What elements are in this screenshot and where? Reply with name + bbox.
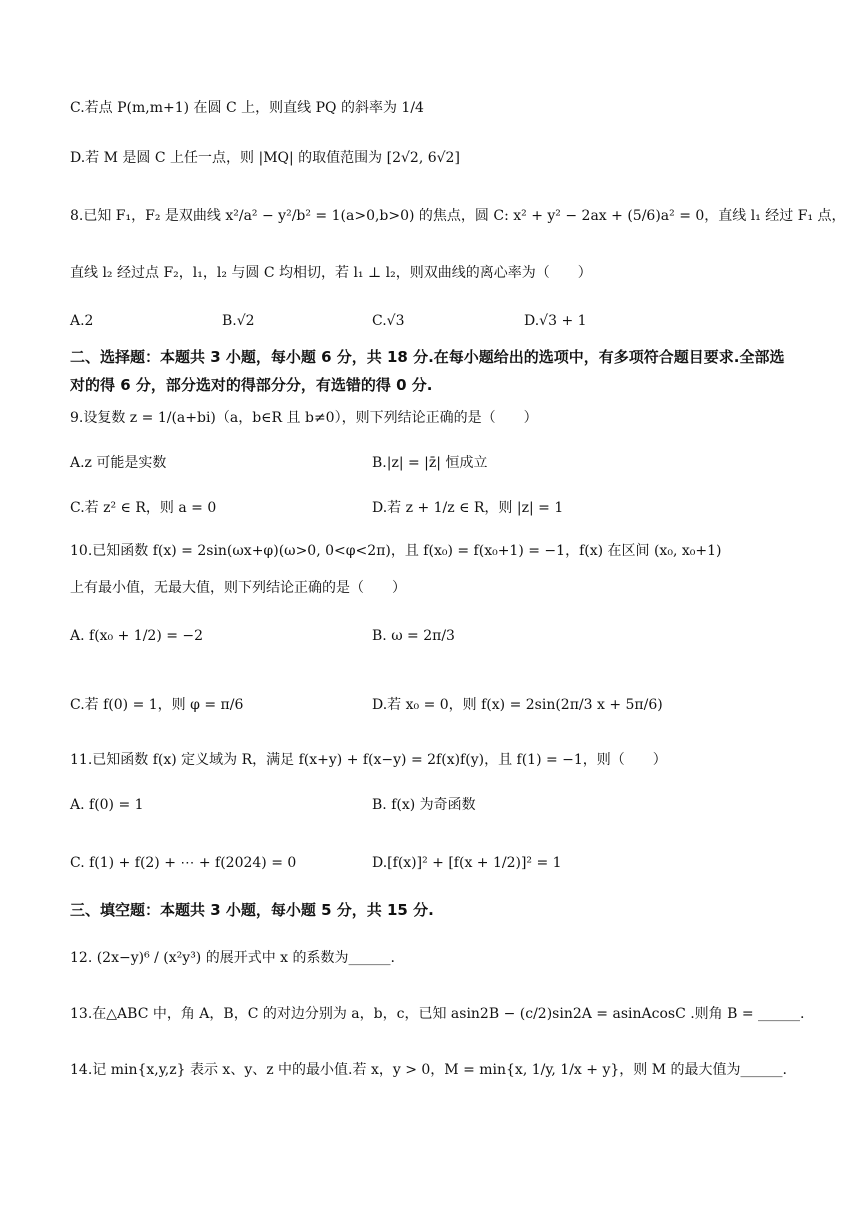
q8-option-c: C.√3 — [372, 313, 405, 329]
q11-option-c: C. f(1) + f(2) + ⋯ + f(2024) = 0 — [70, 855, 297, 871]
q10-stem-line2: 上有最小值，无最大值，则下列结论正确的是（ ） — [70, 580, 406, 596]
q10-option-d: D.若 x₀ = 0，则 f(x) = 2sin(2π/3 x + 5π/6) — [372, 697, 663, 713]
question-12: 12. (2x−y)⁶ / (x²y³) 的展开式中 x 的系数为______. — [70, 950, 395, 966]
q8-stem-line1: 8.已知 F₁，F₂ 是双曲线 x²/a² − y²/b² = 1(a>0,b>0) 的焦点，圆 C: x² + y² − 2ax + (5/6)a² = 0，直线 l₁ 经过 F₁ 点， — [70, 208, 846, 224]
q10-option-c: C.若 f(0) = 1，则 φ = π/6 — [70, 697, 244, 713]
question-13: 13.在△ABC 中，角 A，B，C 的对边分别为 a，b，c，已知 asin2B − (c/2)sin2A = asinAcosC .则角 B = ______. — [70, 1006, 805, 1022]
q11-stem: 11.已知函数 f(x) 定义域为 R，满足 f(x+y) + f(x−y) = 2f(x)f(y)，且 f(1) = −1，则（ ） — [70, 752, 667, 768]
q8-option-b: B.√2 — [222, 313, 255, 329]
q8-option-a: A.2 — [70, 313, 94, 329]
q9-stem: 9.设复数 z = 1/(a+bi)（a，b∈R 且 b≠0），则下列结论正确的是（ ） — [70, 410, 538, 426]
section-3-heading: 三、填空题：本题共 3 小题，每小题 5 分，共 15 分. — [70, 901, 434, 919]
q9-option-c: C.若 z² ∈ R，则 a = 0 — [70, 500, 217, 516]
q11-option-d: D.[f(x)]² + [f(x + 1/2)]² = 1 — [372, 855, 562, 871]
q10-stem-line1: 10.已知函数 f(x) = 2sin(ωx+φ)(ω>0, 0<φ<2π)，且 f(x₀) = f(x₀+1) = −1，f(x) 在区间 (x₀, x₀+1) — [70, 543, 722, 559]
q11-option-b: B. f(x) 为奇函数 — [372, 797, 476, 813]
q7-option-c: C.若点 P(m,m+1) 在圆 C 上，则直线 PQ 的斜率为 1/4 — [70, 100, 424, 116]
q10-option-a: A. f(x₀ + 1/2) = −2 — [70, 628, 204, 644]
q9-option-d: D.若 z + 1/z ∈ R，则 |z| = 1 — [372, 500, 564, 516]
q8-option-d: D.√3 + 1 — [524, 313, 587, 329]
q10-option-b: B. ω = 2π/3 — [372, 628, 455, 644]
q9-option-b: B.|z| = |z̄| 恒成立 — [372, 455, 488, 471]
q11-option-a: A. f(0) = 1 — [70, 797, 144, 813]
q8-stem-line2: 直线 l₂ 经过点 F₂，l₁，l₂ 与圆 C 均相切，若 l₁ ⊥ l₂，则双曲线的离心率为（ ） — [70, 265, 592, 281]
question-14: 14.记 min{x,y,z} 表示 x、y、z 中的最小值.若 x，y > 0，M = min{x, 1/y, 1/x + y}，则 M 的最大值为______. — [70, 1062, 787, 1078]
q7-option-d: D.若 M 是圆 C 上任一点，则 |MQ| 的取值范围为 [2√2, 6√2] — [70, 150, 460, 166]
section-2-heading: 二、选择题：本题共 3 小题，每小题 6 分，共 18 分.在每小题给出的选项中，有多项符合题目要求.全部选对的得 6 分，部分选对的得部分分，有选错的得 0 分. — [70, 348, 785, 394]
q9-option-a: A.z 可能是实数 — [70, 455, 167, 471]
